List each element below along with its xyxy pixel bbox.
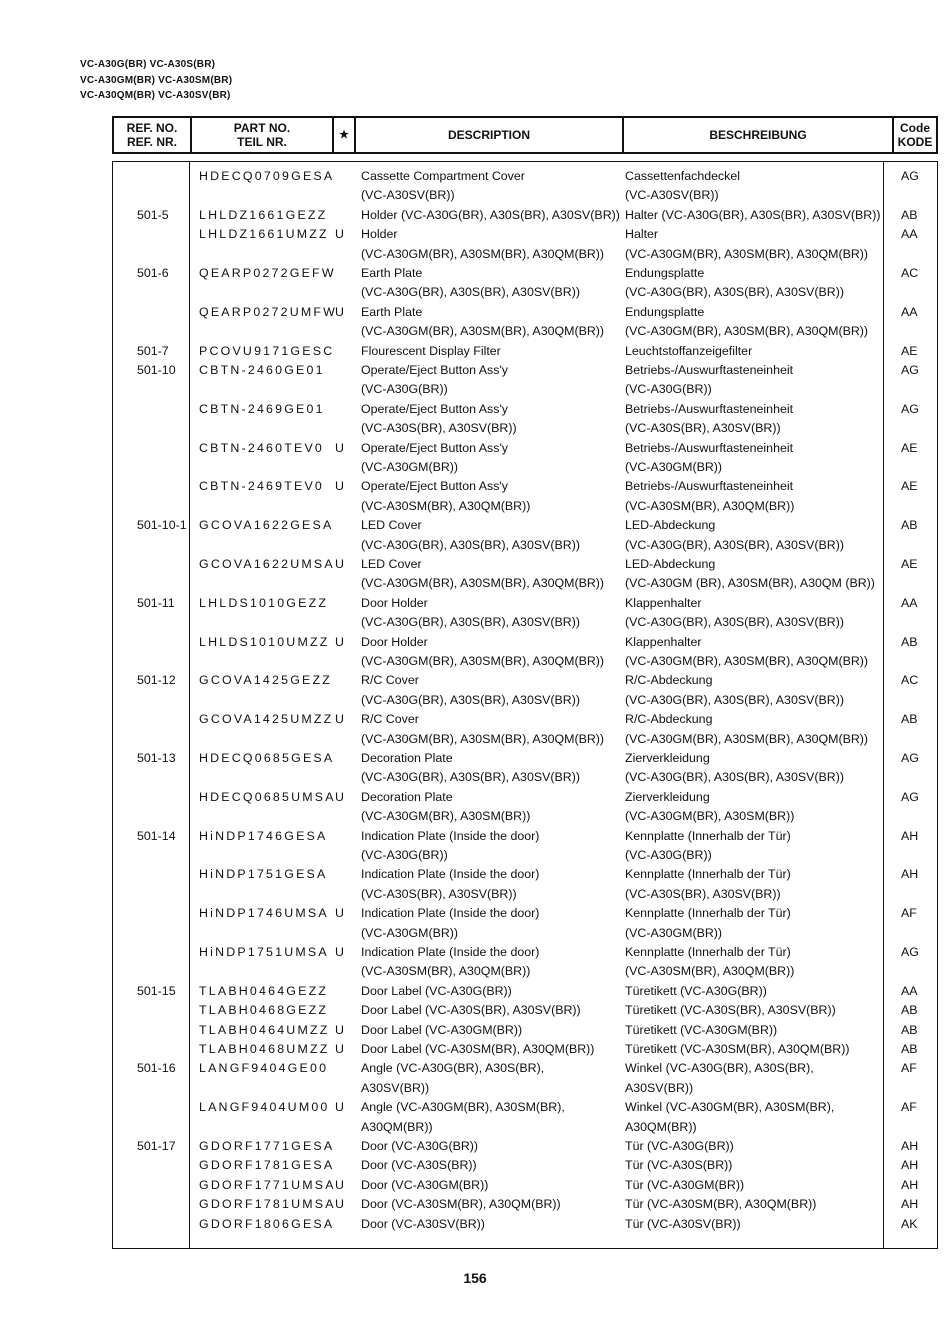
u-mark-cell: U	[335, 227, 344, 242]
beschreibung-cell: Klappenhalter	[625, 595, 702, 610]
u-mark-cell: U	[335, 1042, 344, 1056]
part-no-cell: QEARP0272UMFW	[199, 304, 338, 319]
beschreibung-cell: Türetikett (VC-A30SM(BR), A30QM(BR))	[625, 1042, 850, 1056]
part-no-cell: CBTN-2460GE01	[199, 363, 325, 377]
code-cell: AF	[901, 1100, 917, 1115]
code-cell: AB	[901, 1003, 918, 1018]
code-cell: AB	[901, 712, 918, 727]
beschreibung-cell: (VC-A30GM(BR), A30SM(BR), A30QM(BR))	[625, 731, 869, 746]
part-no-cell: LANGF9404UM00	[199, 1100, 330, 1115]
description-cell: (VC-A30G(BR), A30S(BR), A30SV(BR))	[361, 770, 580, 785]
description-cell: (VC-A30SM(BR), A30QM(BR))	[361, 498, 531, 513]
beschreibung-cell: (VC-A30G(BR), A30S(BR), A30SV(BR))	[625, 692, 844, 707]
table-row	[113, 865, 937, 884]
description-cell: (VC-A30G(BR))	[361, 382, 448, 397]
description-cell: Angle (VC-A30GM(BR), A30SM(BR),	[361, 1100, 565, 1115]
table-row	[113, 439, 937, 458]
part-no-cell: CBTN-2460TEV0	[199, 440, 325, 455]
code-cell: AH	[901, 867, 919, 882]
ref-no-cell: 501-17	[137, 1139, 176, 1153]
beschreibung-cell: (VC-A30G(BR), A30S(BR), A30SV(BR))	[625, 537, 844, 552]
beschreibung-cell: A30QM(BR))	[625, 1119, 697, 1134]
table-row	[113, 613, 937, 632]
table-row	[113, 827, 937, 846]
description-cell: Indication Plate (Inside the door)	[361, 906, 540, 921]
beschreibung-cell: Leuchtstoffanzeigefilter	[625, 343, 753, 358]
code-cell: AH	[901, 1158, 919, 1173]
beschreibung-cell: Endungsplatte	[625, 266, 705, 280]
u-mark-cell: U	[335, 1022, 344, 1037]
beschreibung-cell: Tür (VC-A30S(BR))	[625, 1158, 733, 1173]
table-row	[113, 1195, 937, 1214]
u-mark-cell: U	[335, 1197, 344, 1212]
beschreibung-cell: (VC-A30GM(BR), A30SM(BR), A30QM(BR))	[625, 324, 869, 339]
table-row	[113, 361, 937, 380]
description-cell: Operate/Eject Button Ass'y	[361, 401, 508, 416]
part-no-cell: LHLDS1010UMZZ	[199, 634, 330, 649]
part-no-cell: CBTN-2469GE01	[199, 401, 325, 416]
model-list	[80, 57, 232, 104]
model-line: VC-A30QM(BR) VC-A30SV(BR)	[80, 90, 231, 101]
description-cell: (VC-A30G(BR), A30S(BR), A30SV(BR))	[361, 692, 580, 707]
description-cell: Door (VC-A30G(BR))	[361, 1139, 479, 1153]
description-cell: (VC-A30GM(BR), A30SM(BR), A30QM(BR))	[361, 731, 605, 746]
model-line: VC-A30GM(BR) VC-A30SM(BR)	[80, 74, 233, 86]
beschreibung-cell: Winkel (VC-A30G(BR), A30S(BR),	[625, 1061, 814, 1076]
beschreibung-cell: Tür (VC-A30GM(BR))	[625, 1177, 745, 1192]
code-cell: AB	[901, 518, 918, 533]
code-cell: AG	[901, 363, 919, 377]
page-number: 156	[463, 1270, 487, 1286]
code-cell: AH	[901, 828, 919, 843]
description-cell: Operate/Eject Button Ass'y	[361, 479, 508, 494]
description-cell: Indication Plate (Inside the door)	[361, 828, 540, 843]
beschreibung-cell: R/C-Abdeckung	[625, 712, 713, 727]
part-no-cell: GDORF1806GESA	[199, 1216, 335, 1231]
description-cell: Door (VC-A30SM(BR), A30QM(BR))	[361, 1197, 561, 1212]
part-no-cell: HDECQ0709GESA	[199, 169, 335, 183]
beschreibung-cell: (VC-A30GM(BR), A30SM(BR), A30QM(BR))	[625, 246, 869, 261]
description-cell: (VC-A30G(BR), A30S(BR), A30SV(BR))	[361, 615, 580, 630]
table-row	[113, 342, 937, 361]
ref-no-cell: 501-10-1	[137, 518, 187, 533]
table-row	[113, 807, 937, 826]
part-no-cell: CBTN-2469TEV0	[199, 479, 325, 494]
table-row	[113, 1176, 937, 1195]
code-cell: AE	[901, 557, 918, 571]
description-cell: (VC-A30GM(BR), A30SM(BR), A30QM(BR))	[361, 576, 605, 591]
table-row	[113, 652, 937, 671]
part-no-cell: TLABH0468GEZZ	[199, 1003, 329, 1018]
beschreibung-cell: (VC-A30GM (BR), A30SM(BR), A30QM (BR))	[625, 576, 875, 591]
beschreibung-cell: Türetikett (VC-A30S(BR), A30SV(BR))	[625, 1003, 836, 1018]
code-cell: AB	[901, 1022, 918, 1037]
description-cell: A30QM(BR))	[361, 1119, 433, 1134]
ref-no-cell: 501-16	[137, 1061, 176, 1076]
description-cell: LED Cover	[361, 557, 422, 571]
description-cell: Door (VC-A30S(BR))	[361, 1158, 477, 1173]
description-cell: A30SV(BR))	[361, 1080, 430, 1095]
code-cell: AE	[901, 479, 918, 494]
table-row	[113, 167, 937, 186]
model-line: VC-A30G(BR) VC-A30S(BR)	[80, 59, 216, 70]
beschreibung-cell: (VC-A30G(BR))	[625, 382, 712, 397]
beschreibung-cell: Kennplatte (Innerhalb der Tür)	[625, 945, 791, 959]
beschreibung-cell: LED-Abdeckung	[625, 557, 716, 571]
u-mark-cell: U	[335, 789, 344, 804]
description-cell: Door Label (VC-A30S(BR), A30SV(BR))	[361, 1003, 581, 1018]
description-cell: (VC-A30GM(BR))	[361, 925, 459, 940]
table-row	[113, 924, 937, 943]
beschreibung-cell: (VC-A30SM(BR), A30QM(BR))	[625, 964, 795, 979]
table-row	[113, 904, 937, 923]
code-cell: AG	[901, 945, 919, 959]
table-row	[113, 1215, 937, 1234]
part-no-cell: HDECQ0685GESA	[199, 751, 335, 765]
table-row	[113, 671, 937, 690]
table-row	[113, 458, 937, 477]
beschreibung-cell: Tür (VC-A30SV(BR))	[625, 1216, 741, 1231]
description-cell: (VC-A30G(BR), A30S(BR), A30SV(BR))	[361, 285, 580, 300]
beschreibung-cell: Halter	[625, 227, 659, 242]
code-cell: AG	[901, 169, 919, 183]
table-row	[113, 962, 937, 981]
part-no-cell: PCOVU9171GESC	[199, 343, 335, 358]
beschreibung-cell: (VC-A30SM(BR), A30QM(BR))	[625, 498, 795, 513]
u-mark-cell: U	[335, 1100, 344, 1115]
code-cell: AG	[901, 751, 919, 765]
table-row	[113, 1156, 937, 1175]
beschreibung-cell: Kennplatte (Innerhalb der Tür)	[625, 906, 791, 921]
description-cell: R/C Cover	[361, 712, 419, 727]
table-row	[113, 206, 937, 225]
description-cell: (VC-A30S(BR), A30SV(BR))	[361, 886, 517, 901]
table-row	[113, 555, 937, 574]
table-row	[113, 594, 937, 613]
part-no-cell: HiNDP1751UMSA	[199, 945, 329, 959]
beschreibung-cell: R/C-Abdeckung	[625, 673, 713, 688]
part-no-cell: GCOVA1425UMZZ	[199, 712, 334, 727]
code-cell: AG	[901, 401, 919, 416]
beschreibung-cell: Betriebs-/Auswurftasteneinheit	[625, 363, 794, 377]
beschreibung-cell: (VC-A30G(BR), A30S(BR), A30SV(BR))	[625, 615, 844, 630]
part-no-cell: GDORF1771UMSA	[199, 1177, 336, 1192]
beschreibung-cell: (VC-A30GM(BR))	[625, 925, 723, 940]
table-row	[113, 264, 937, 283]
beschreibung-cell: Türetikett (VC-A30GM(BR))	[625, 1022, 778, 1037]
beschreibung-cell: (VC-A30S(BR), A30SV(BR))	[625, 886, 781, 901]
table-row	[113, 1021, 937, 1040]
code-cell: AH	[901, 1139, 919, 1153]
u-mark-cell: U	[335, 945, 344, 959]
ref-no-cell: 501-6	[137, 266, 169, 280]
description-cell: (VC-A30SM(BR), A30QM(BR))	[361, 964, 531, 979]
header-beschreibung: BESCHREIBUNG	[624, 118, 894, 152]
description-cell: Flourescent Display Filter	[361, 343, 501, 358]
u-mark-cell: U	[335, 440, 344, 455]
beschreibung-cell: Kennplatte (Innerhalb der Tür)	[625, 867, 791, 882]
description-cell: Earth Plate	[361, 266, 423, 280]
table-row	[113, 497, 937, 516]
description-cell: Door Label (VC-A30GM(BR))	[361, 1022, 523, 1037]
code-cell: AC	[901, 266, 919, 280]
description-cell: (VC-A30GM(BR), A30SM(BR), A30QM(BR))	[361, 246, 605, 261]
part-no-cell: HiNDP1751GESA	[199, 867, 328, 882]
beschreibung-cell: Tür (VC-A30SM(BR), A30QM(BR))	[625, 1197, 817, 1212]
table-row	[113, 380, 937, 399]
table-header	[112, 116, 938, 154]
beschreibung-cell: Halter (VC-A30G(BR), A30S(BR), A30SV(BR))	[625, 207, 881, 222]
beschreibung-cell: (VC-A30G(BR), A30S(BR), A30SV(BR))	[625, 285, 844, 300]
description-cell: (VC-A30S(BR), A30SV(BR))	[361, 421, 517, 436]
beschreibung-cell: (VC-A30SV(BR))	[625, 188, 719, 203]
beschreibung-cell: Betriebs-/Auswurftasteneinheit	[625, 479, 794, 494]
table-row	[113, 846, 937, 865]
part-no-cell: LANGF9404GE00	[199, 1061, 329, 1076]
table-row	[113, 1079, 937, 1098]
header-description: DESCRIPTION	[356, 118, 624, 152]
description-cell: Door Holder	[361, 595, 428, 610]
table-row	[113, 245, 937, 264]
code-cell: AB	[901, 207, 918, 222]
description-cell: (VC-A30GM(BR), A30SM(BR), A30QM(BR))	[361, 324, 605, 339]
code-cell: AA	[901, 595, 918, 610]
description-cell: Operate/Eject Button Ass'y	[361, 363, 508, 377]
description-cell: (VC-A30G(BR))	[361, 848, 448, 862]
part-no-cell: GCOVA1622GESA	[199, 518, 334, 533]
description-cell: Angle (VC-A30G(BR), A30S(BR),	[361, 1061, 545, 1076]
ref-no-cell: 501-7	[137, 343, 169, 358]
description-cell: Door (VC-A30SV(BR))	[361, 1216, 485, 1231]
table-row	[113, 1040, 937, 1059]
description-cell: Door Label (VC-A30SM(BR), A30QM(BR))	[361, 1042, 595, 1056]
beschreibung-cell: Endungsplatte	[625, 304, 705, 319]
ref-no-cell: 501-15	[137, 983, 176, 998]
beschreibung-cell: (VC-A30GM(BR), A30SM(BR), A30QM(BR))	[625, 654, 869, 668]
table-row	[113, 1118, 937, 1137]
table-row	[113, 536, 937, 555]
part-no-cell: TLABH0464UMZZ	[199, 1022, 330, 1037]
beschreibung-cell: (VC-A30G(BR))	[625, 848, 712, 862]
table-row	[113, 477, 937, 496]
table-row	[113, 283, 937, 302]
description-cell: Decoration Plate	[361, 751, 453, 765]
description-cell: Indication Plate (Inside the door)	[361, 945, 540, 959]
u-mark-cell: U	[335, 712, 344, 727]
code-cell: AE	[901, 343, 918, 358]
beschreibung-cell: A30SV(BR))	[625, 1080, 694, 1095]
description-cell: Indication Plate (Inside the door)	[361, 867, 540, 882]
code-cell: AA	[901, 983, 918, 998]
description-cell: LED Cover	[361, 518, 422, 533]
part-no-cell: QEARP0272GEFW	[199, 266, 336, 280]
part-no-cell: HiNDP1746UMSA	[199, 906, 329, 921]
table-row	[113, 1059, 937, 1078]
table-row	[113, 225, 937, 244]
table-row	[113, 1098, 937, 1117]
table-row	[113, 186, 937, 205]
table-row	[113, 730, 937, 749]
code-cell: AE	[901, 440, 918, 455]
code-cell: AK	[901, 1216, 918, 1231]
beschreibung-cell: (VC-A30GM(BR), A30SM(BR))	[625, 809, 795, 824]
part-no-cell: HDECQ0685UMSA	[199, 789, 336, 804]
code-cell: AA	[901, 304, 918, 319]
table-row	[113, 1001, 937, 1020]
description-cell: (VC-A30SV(BR))	[361, 188, 455, 203]
beschreibung-cell: Klappenhalter	[625, 634, 702, 649]
table-row	[113, 322, 937, 341]
beschreibung-cell: Türetikett (VC-A30G(BR))	[625, 983, 767, 998]
beschreibung-cell: Kennplatte (Innerhalb der Tür)	[625, 828, 791, 843]
part-no-cell: HiNDP1746GESA	[199, 828, 328, 843]
table-row	[113, 885, 937, 904]
description-cell: (VC-A30GM(BR), A30SM(BR), A30QM(BR))	[361, 654, 605, 668]
ref-no-cell: 501-12	[137, 673, 176, 688]
description-cell: Holder	[361, 227, 398, 242]
table-row	[113, 1137, 937, 1156]
description-cell: Door (VC-A30GM(BR))	[361, 1177, 489, 1192]
header-star-icon: ★	[334, 118, 356, 152]
table-row	[113, 788, 937, 807]
u-mark-cell: U	[335, 906, 344, 921]
description-cell: Door Holder	[361, 634, 428, 649]
table-row	[113, 574, 937, 593]
beschreibung-cell: (VC-A30S(BR), A30SV(BR))	[625, 421, 781, 436]
ref-no-cell: 501-5	[137, 207, 169, 222]
table-row	[113, 516, 937, 535]
part-no-cell: GDORF1781GESA	[199, 1158, 335, 1173]
part-no-cell: GDORF1781UMSA	[199, 1197, 336, 1212]
u-mark-cell: U	[335, 557, 344, 571]
code-cell: AB	[901, 634, 918, 649]
code-cell: AF	[901, 1061, 917, 1076]
u-mark-cell: U	[335, 479, 344, 494]
part-no-cell: LHLDZ1661UMZZ	[199, 227, 329, 242]
table-row	[113, 982, 937, 1001]
table-row	[113, 419, 937, 438]
part-no-cell: LHLDZ1661GEZZ	[199, 207, 328, 222]
part-no-cell: GCOVA1622UMSA	[199, 557, 335, 571]
table-row	[113, 400, 937, 419]
beschreibung-cell: Zierverkleidung	[625, 789, 710, 804]
ref-no-cell: 501-10	[137, 363, 176, 377]
ref-no-cell: 501-11	[137, 595, 175, 610]
part-no-cell: TLABH0468UMZZ	[199, 1042, 330, 1056]
table-row	[113, 710, 937, 729]
header-part-no: PART NO. TEIL NR.	[192, 118, 334, 152]
beschreibung-cell: (VC-A30GM(BR))	[625, 460, 723, 474]
header-ref-no: REF. NO. REF. NR.	[114, 118, 192, 152]
ref-no-cell: 501-13	[137, 751, 176, 765]
beschreibung-cell: Tür (VC-A30G(BR))	[625, 1139, 734, 1153]
code-cell: AG	[901, 789, 919, 804]
table-row	[113, 303, 937, 322]
beschreibung-cell: (VC-A30G(BR), A30S(BR), A30SV(BR))	[625, 770, 844, 785]
beschreibung-cell: Cassettenfachdeckel	[625, 169, 741, 183]
table-row	[113, 749, 937, 768]
description-cell: (VC-A30G(BR), A30S(BR), A30SV(BR))	[361, 537, 580, 552]
description-cell: Decoration Plate	[361, 789, 453, 804]
description-cell: Door Label (VC-A30G(BR))	[361, 983, 512, 998]
description-cell: Operate/Eject Button Ass'y	[361, 440, 508, 455]
beschreibung-cell: Zierverkleidung	[625, 751, 710, 765]
code-cell: AB	[901, 1042, 918, 1056]
table-row	[113, 943, 937, 962]
ref-no-cell: 501-14	[137, 828, 176, 843]
code-cell: AH	[901, 1177, 919, 1192]
parts-table-body	[112, 161, 938, 1249]
description-cell: Cassette Compartment Cover	[361, 169, 525, 183]
description-cell: R/C Cover	[361, 673, 419, 688]
code-cell: AA	[901, 227, 918, 242]
part-no-cell: GCOVA1425GEZZ	[199, 673, 333, 688]
table-row	[113, 633, 937, 652]
part-no-cell: GDORF1771GESA	[199, 1139, 335, 1153]
description-cell: Earth Plate	[361, 304, 423, 319]
u-mark-cell: U	[335, 1177, 344, 1192]
part-no-cell: LHLDS1010GEZZ	[199, 595, 329, 610]
beschreibung-cell: LED-Abdeckung	[625, 518, 716, 533]
table-row	[113, 691, 937, 710]
part-no-cell: TLABH0464GEZZ	[199, 983, 329, 998]
u-mark-cell: U	[335, 634, 344, 649]
description-cell: (VC-A30GM(BR))	[361, 460, 459, 474]
description-cell: Holder (VC-A30G(BR), A30S(BR), A30SV(BR))	[361, 207, 620, 222]
u-mark-cell: U	[335, 304, 344, 319]
code-cell: AF	[901, 906, 917, 921]
beschreibung-cell: Winkel (VC-A30GM(BR), A30SM(BR),	[625, 1100, 835, 1115]
header-code: Code KODE	[897, 121, 933, 149]
code-cell: AC	[901, 673, 919, 688]
code-cell: AH	[901, 1197, 919, 1212]
description-cell: (VC-A30GM(BR), A30SM(BR))	[361, 809, 531, 824]
table-row	[113, 768, 937, 787]
beschreibung-cell: Betriebs-/Auswurftasteneinheit	[625, 440, 794, 455]
beschreibung-cell: Betriebs-/Auswurftasteneinheit	[625, 401, 794, 416]
